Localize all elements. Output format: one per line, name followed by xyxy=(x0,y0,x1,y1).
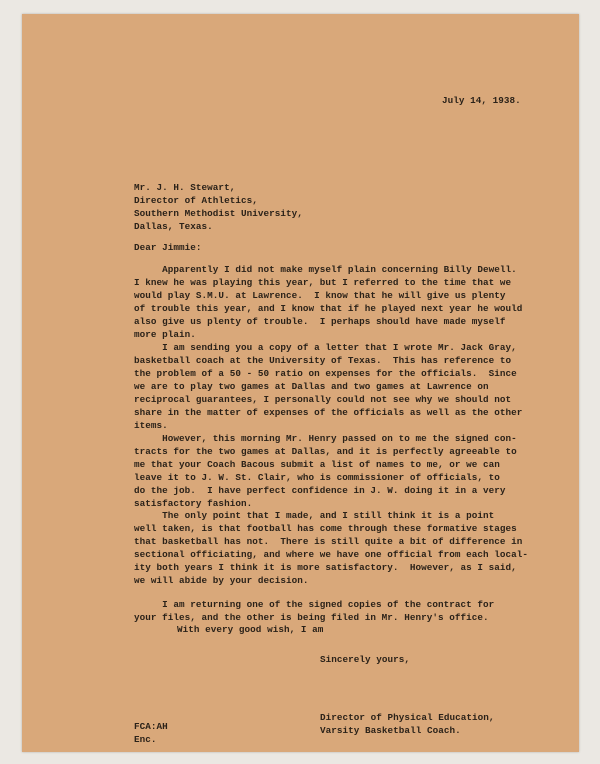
recipient-line: Dallas, Texas. xyxy=(134,221,213,232)
initials-line: FCA:AH xyxy=(134,721,168,732)
text-line: However, this morning Mr. Henry passed on to me the signed con- xyxy=(134,433,517,444)
text-line: Apparently I did not make myself plain concerning Billy Dewell. xyxy=(134,264,517,275)
text-line: of trouble this year, and I know that if he played next year he would xyxy=(134,303,523,314)
text-line: basketball coach at the University of Texas. This has reference to xyxy=(134,355,512,366)
text-line: I knew he was playing this year, but I referred to the time that we xyxy=(134,277,512,288)
recipient-line: Mr. J. H. Stewart, xyxy=(134,182,236,193)
text-line: The only point that I made, and I still think it is a point xyxy=(134,510,495,521)
text-line: also give us plenty of trouble. I perhaps should have made myself xyxy=(134,316,506,327)
recipient-line: Director of Athletics, xyxy=(134,195,258,206)
text-line: reciprocal guarantees, I personally could not see why we should not xyxy=(134,394,512,405)
letter-sheet xyxy=(22,14,579,752)
recipient-address xyxy=(134,181,303,233)
text-line: tracts for the two games at Dallas, and it is perfectly agreeable to xyxy=(134,446,517,457)
text-line: well taken, is that football has come through these formative stages xyxy=(134,523,517,534)
text-line: leave it to J. W. St. Clair, who is commissioner of officials, to xyxy=(134,472,500,483)
paragraph xyxy=(134,509,528,587)
paragraph xyxy=(134,598,494,624)
text-line: sectional officiating, and where we have one official from each local- xyxy=(134,549,529,560)
text-line: your files, and the other is being filed in Mr. Henry's office. xyxy=(134,612,489,623)
text-line: satisfactory fashion. xyxy=(134,498,253,509)
text-line: would play S.M.U. at Lawrence. I know that he will give us plenty xyxy=(134,290,506,301)
reference-initials xyxy=(134,720,168,746)
text-line: the problem of a 50 - 50 ratio on expenses for the officials. Since xyxy=(134,368,517,379)
title-line: Director of Physical Education, xyxy=(320,712,495,723)
paragraph xyxy=(134,432,517,510)
text-line: I am returning one of the signed copies of the contract for xyxy=(134,599,495,610)
paragraph xyxy=(134,263,522,341)
signoff: Sincerely yours, xyxy=(320,654,411,665)
salutation: Dear Jimmie: xyxy=(134,242,202,253)
title-line: Varsity Basketball Coach. xyxy=(320,725,461,736)
signature-title xyxy=(320,711,495,737)
text-line: we are to play two games at Dallas and two games at Lawrence on xyxy=(134,381,489,392)
text-line: items. xyxy=(134,420,168,431)
paragraph xyxy=(134,341,522,432)
letter-date: July 14, 1938. xyxy=(442,95,521,106)
text-line: do the job. I have perfect confidence in J. W. doing it in a very xyxy=(134,485,506,496)
enclosure-line: Enc. xyxy=(134,734,157,745)
text-line: we will abide by your decision. xyxy=(134,575,309,586)
text-line: more plain. xyxy=(134,329,196,340)
recipient-line: Southern Methodist University, xyxy=(134,208,303,219)
closing-line: With every good wish, I am xyxy=(177,624,324,635)
text-line: ity both years I think it is more satisfactory. However, as I said, xyxy=(134,562,517,573)
text-line: me that your Coach Bacous submit a list of names to me, or we can xyxy=(134,459,500,470)
text-line: that basketball has not. There is still quite a bit of difference in xyxy=(134,536,523,547)
text-line: share in the matter of expenses of the officials as well as the other xyxy=(134,407,523,418)
text-line: I am sending you a copy of a letter that I wrote Mr. Jack Gray, xyxy=(134,342,517,353)
